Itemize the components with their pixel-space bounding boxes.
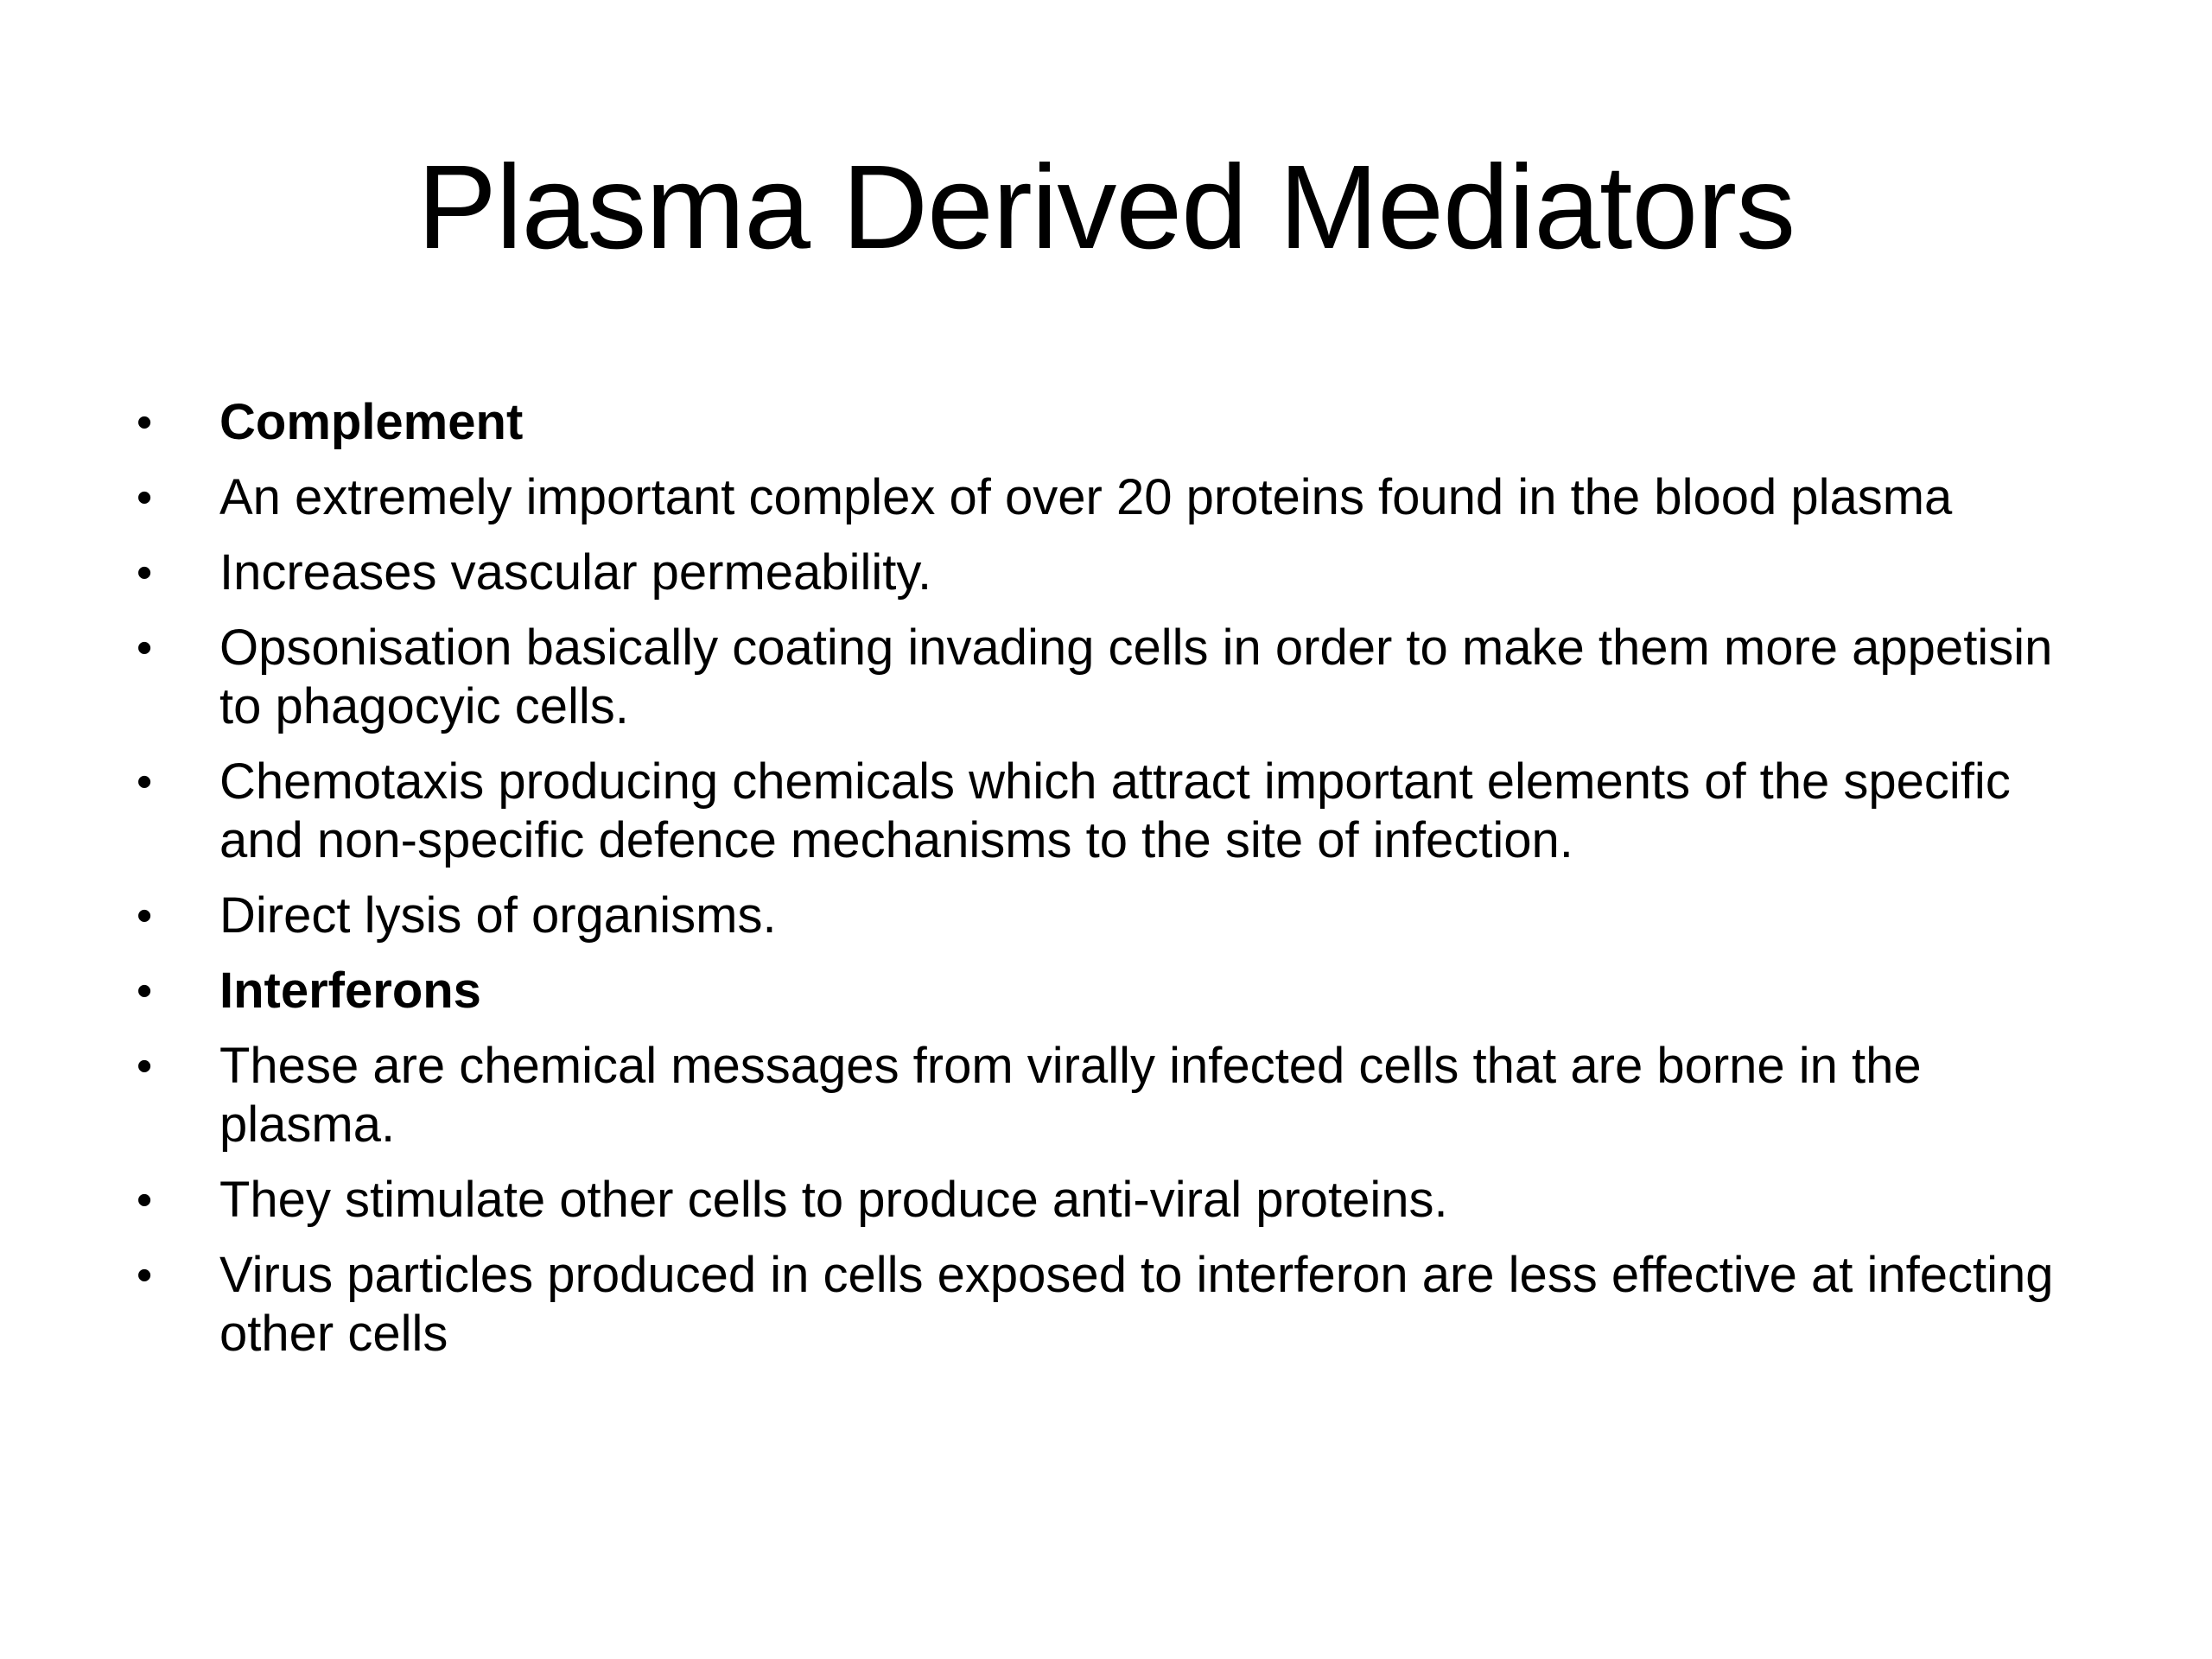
bullet-dot-icon: • (137, 548, 153, 598)
bullet-list (128, 393, 2107, 1380)
bullet-text: They stimulate other cells to produce anti-viral proteins. (219, 1172, 1448, 1228)
bullet-text: These are chemical messages from virally infected cells that are borne in the plasma. (219, 1038, 1922, 1153)
bullet-item (128, 1037, 2107, 1154)
bullet-dot-icon: • (137, 623, 153, 673)
bullet-dot-icon: • (137, 1175, 153, 1225)
bullet-dot-icon: • (137, 1041, 153, 1091)
bullet-item-interferons-heading (128, 962, 2107, 1020)
slide-title: Plasma Derived Mediators (416, 141, 1796, 274)
bullet-text: Virus particles produced in cells exposed to interferon are less effective at infecting other cells (219, 1247, 2054, 1362)
bullet-dot-icon: • (137, 891, 153, 941)
bullet-item (128, 619, 2107, 736)
bullet-item (128, 543, 2107, 602)
bullet-dot-icon: • (137, 473, 153, 523)
bullet-text: Chemotaxis producing chemicals which attract important elements of the specific and non-specific defence mechanisms to the site of infection. (219, 753, 2011, 868)
bullet-item (128, 468, 2107, 527)
bullet-text: Opsonisation basically coating invading cells in order to make them more appetisin to phagocyic cells. (219, 620, 2053, 734)
bullet-item (128, 1171, 2107, 1230)
bullet-text: Increases vascular permeability. (219, 544, 932, 601)
bullet-dot-icon: • (137, 1250, 153, 1300)
bullet-item (128, 753, 2107, 870)
bullet-item (128, 1246, 2107, 1363)
bullet-item (128, 887, 2107, 945)
bullet-item-complement-heading (128, 393, 2107, 452)
bullet-text: Direct lysis of organisms. (219, 887, 777, 944)
bullet-dot-icon: • (137, 397, 153, 448)
bullet-dot-icon: • (137, 757, 153, 807)
bullet-dot-icon: • (137, 966, 153, 1016)
bullet-text: Complement (219, 394, 524, 450)
bullet-text: Interferons (219, 963, 481, 1019)
bullet-text: An extremely important complex of over 20 proteins found in the blood plasma (219, 469, 1953, 525)
